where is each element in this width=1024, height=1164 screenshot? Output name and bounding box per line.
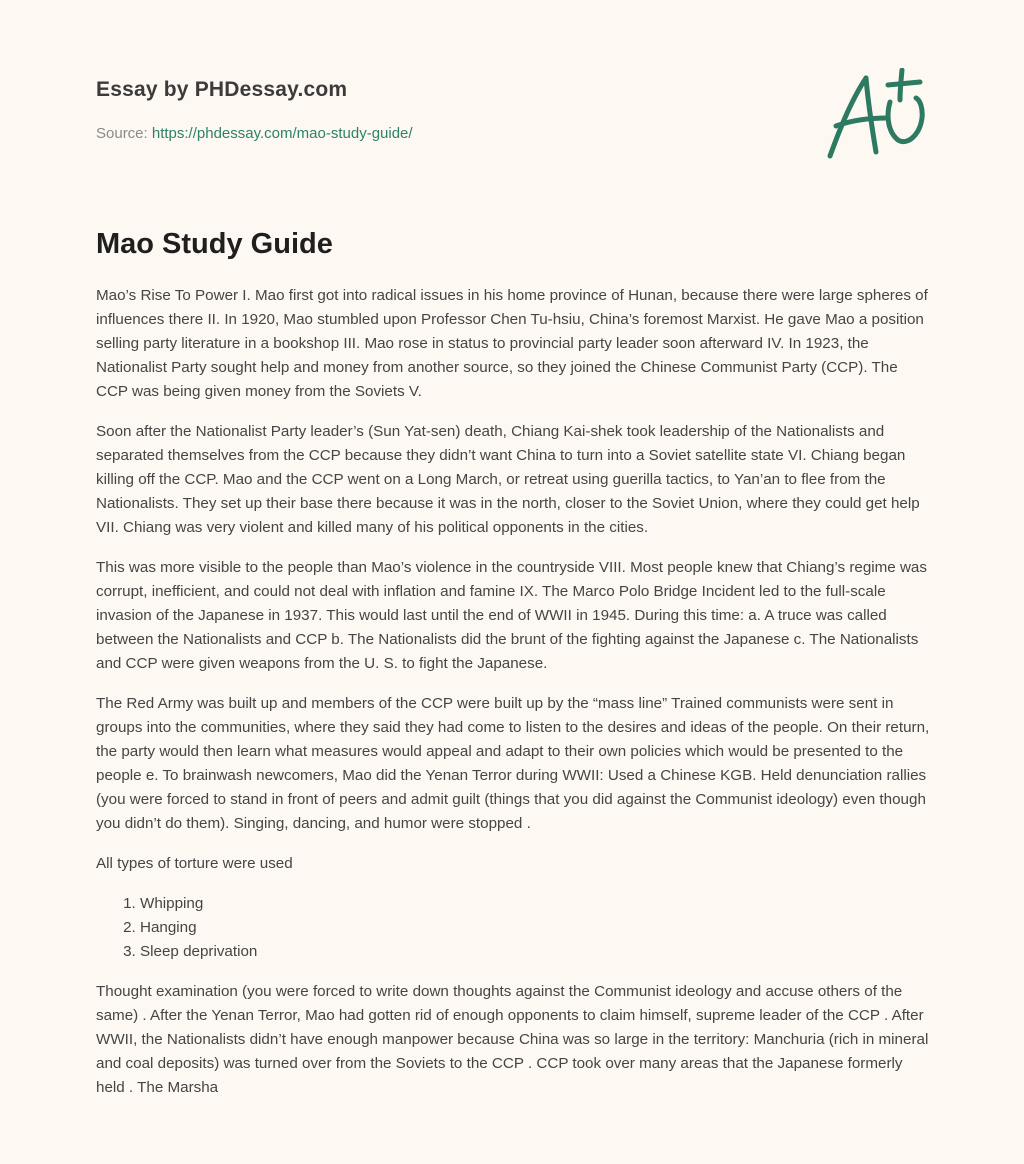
essay-body <box>96 284 930 1116</box>
header <box>96 76 928 196</box>
paragraph: All types of torture were used <box>96 855 293 872</box>
list-item: 2. Hanging <box>140 916 930 940</box>
paragraph: Thought examination (you were forced to write down thoughts against the Communist ideology and accuse others of the same) . After the Yenan Terror, Mao had gotten rid of enough opponents to claim himself, supreme leader of the CCP . After WWII, the Nationalists didn’t have enough manpower because China was so large in the territory: Manchuria (rich in mineral and coal deposits) was turned over from the Soviets to the CCP . CCP took over many areas that the Japanese formerly held . The Marsha <box>96 983 929 1096</box>
page-title: Mao Study Guide <box>96 228 333 260</box>
paragraph: The Red Army was built up and members of the CCP were built up by the “mass line” Trained communists were sent in groups into the communities, where they said they had come to listen to the desires and ideas of the people. On their return, the party would then learn what measures would appeal and adapt to their own policies which would be presented to the people e. To brainwash newcomers, Mao did the Yenan Terror during WWII: Used a Chinese KGB. Held denunciation rallies (you were forced to stand in front of peers and admit guilt (things that you did against the Communist ideology) even though you didn’t do them). Singing, dancing, and humor were stopped . <box>96 695 930 832</box>
list-item: 3. Sleep deprivation <box>140 940 930 964</box>
site-brand: Essay by PHDessay.com <box>96 78 348 101</box>
paragraph: This was more visible to the people than Mao’s violence in the countryside VIII. Most people knew that Chiang’s regime was corrupt, inefficient, and could not deal with inflation and famine IX. The Marco Polo Bridge Incident led to the full-scale invasion of the Japanese in 1937. This would last until the end of WWII in 1945. During this time: a. A truce was called between the Nationalists and CCP b. The Nationalists did the brunt of the fighting against the Japanese c. The Nationalists and CCP were given weapons from the U. S. to fight the Japanese. <box>96 559 927 672</box>
source-label: Source: <box>96 125 152 142</box>
source-line <box>96 124 928 144</box>
torture-list <box>96 892 930 964</box>
paragraph: Mao’s Rise To Power I. Mao first got into radical issues in his home province of Hunan, because there were large spheres of influences there II. In 1920, Mao stumbled upon Professor Chen Tu-hsiu, China’s foremost Marxist. He gave Mao a position selling party literature in a bookshop III. Mao rose in status to provincial party leader soon afterward IV. In 1923, the Nationalist Party sought help and money from another source, so they joined the Chinese Communist Party (CCP). The CCP was being given money from the Soviets V. <box>96 287 928 400</box>
source-link[interactable]: https://phdessay.com/mao-study-guide/ <box>151 125 413 142</box>
list-item: 1. Whipping <box>140 892 930 916</box>
paragraph: Soon after the Nationalist Party leader’s (Sun Yat-sen) death, Chiang Kai-shek took leadership of the Nationalists and separated themselves from the CCP because they didn’t want China to turn into a Soviet satellite state VI. Chiang began killing off the CCP. Mao and the CCP went on a Long March, or retreat using guerilla tactics, to Yan’an to flee from the Nationalists. They set up their base there because it was in the north, closer to the Soviet Union, where they could get help VII. Chiang was very violent and killed many of his political opponents in the cities. <box>96 423 920 536</box>
a-plus-logo-icon <box>824 68 928 164</box>
